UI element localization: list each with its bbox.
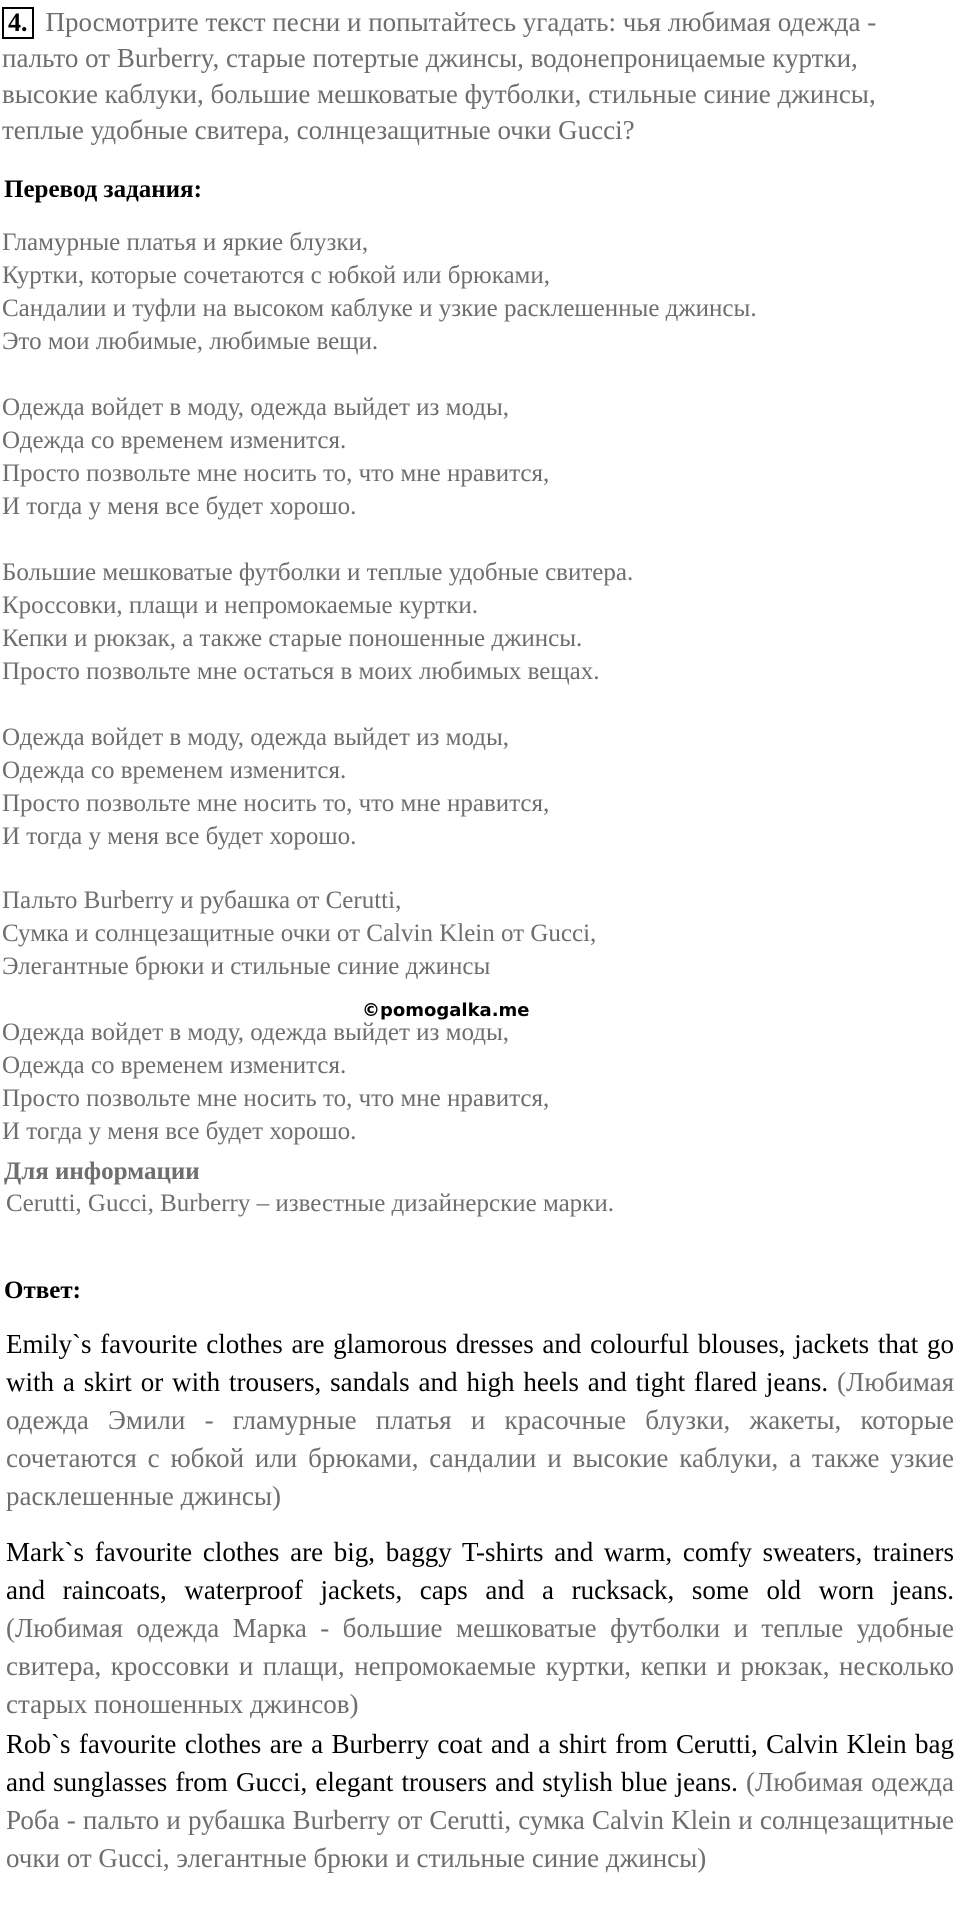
stanza-line: Кепки и рюкзак, а также старые поношенные джинсы. <box>2 625 583 652</box>
stanza-line: Одежда со временем изменится. <box>2 1052 347 1079</box>
stanza-line: Элегантные брюки и стильные синие джинсы <box>2 953 491 980</box>
answer-english: Mark`s favourite clothes are big, baggy T-shirts and warm, comfy sweaters, trainers and raincoats, waterproof jackets, caps and a rucksack, some old worn jeans. <box>6 1537 954 1605</box>
task-text: Просмотрите текст песни и попытайтесь угадать: чья любимая одежда - пальто от Burberry, старые потертые джинсы, водонепроницаемые куртки, высокие каблуки, большие мешковатые футболки, стильные синие джинсы, теплые удобные свитера, солнцезащитные очки Gucci? <box>2 7 877 145</box>
stanza-1 <box>2 226 957 358</box>
watermark: ©pomogalka.me <box>362 1000 530 1021</box>
stanza-line: Сандалии и туфли на высоком каблуке и узкие расклешенные джинсы. <box>2 295 757 322</box>
answer-russian: (Любимая одежда Эмили - гламурные платья и красочные блузки, жакеты, которые сочетаются с юбкой или брюками, сандалии и высокие каблуки, а также узкие расклешенные джинсы) <box>6 1367 955 1511</box>
stanza-line: Куртки, которые сочетаются с юбкой или брюками, <box>2 262 551 289</box>
stanza-line: Просто позвольте мне носить то, что мне нравится, <box>2 1085 550 1112</box>
stanza-line: Пальто Burberry и рубашка от Cerutti, <box>2 887 402 914</box>
stanza-line: Одежда войдет в моду, одежда выйдет из моды, <box>2 1019 510 1046</box>
answer-mark <box>6 1533 954 1723</box>
stanza-line: И тогда у меня все будет хорошо. <box>2 823 357 850</box>
stanza-line: Одежда со временем изменится. <box>2 757 347 784</box>
stanza-line: Одежда войдет в моду, одежда выйдет из моды, <box>2 724 510 751</box>
stanza-line: Одежда со временем изменится. <box>2 427 347 454</box>
stanza-5 <box>2 884 957 983</box>
stanza-2 <box>2 391 957 523</box>
stanza-4 <box>2 721 957 853</box>
stanza-line: Это мои любимые, любимые вещи. <box>2 328 379 355</box>
answer-emily <box>6 1325 954 1515</box>
stanza-6 <box>2 1016 957 1148</box>
stanza-line: Одежда войдет в моду, одежда выйдет из моды, <box>2 394 510 421</box>
answer-rob <box>6 1725 954 1877</box>
stanza-line: И тогда у меня все будет хорошо. <box>2 1118 357 1145</box>
task-paragraph <box>2 4 957 148</box>
answer-english: Emily`s favourite clothes are glamorous dresses and colourful blouses, jackets that go with a skirt or with trousers, sandals and high heels and tight flared jeans. <box>6 1329 954 1397</box>
stanza-line: Кроссовки, плащи и непромокаемые куртки. <box>2 592 479 619</box>
answer-russian: (Любимая одежда Марка - большие мешковатые футболки и теплые удобные свитера, кроссовки и плащи, непромокаемые куртки, кепки и рюкзак, несколько старых поношенных джинсов) <box>6 1613 954 1719</box>
stanza-line: Просто позвольте мне носить то, что мне нравится, <box>2 790 550 817</box>
info-heading: Для информации <box>4 1158 200 1185</box>
stanza-line: Просто позвольте мне остаться в моих любимых вещах. <box>2 658 600 685</box>
answer-heading: Ответ: <box>4 1277 81 1304</box>
stanza-line: Большие мешковатые футболки и теплые удобные свитера. <box>2 559 634 586</box>
stanza-line: И тогда у меня все будет хорошо. <box>2 493 357 520</box>
stanza-line: Сумка и солнцезащитные очки от Calvin Klein от Gucci, <box>2 920 597 947</box>
translation-heading: Перевод задания: <box>4 176 202 203</box>
stanza-line: Гламурные платья и яркие блузки, <box>2 229 369 256</box>
answer-english: Rob`s favourite clothes are a Burberry coat and a shirt from Cerutti, Calvin Klein bag and sunglasses from Gucci, elegant trousers and stylish blue jeans. <box>6 1729 954 1797</box>
answer-russian: (Любимая одежда Роба - пальто и рубашка Burberry от Cerutti, сумка Calvin Klein и солнцезащитные очки от Gucci, элегантные брюки и стильные синие джинсы) <box>6 1767 954 1873</box>
stanza-line: Просто позвольте мне носить то, что мне нравится, <box>2 460 550 487</box>
task-number: 4. <box>2 7 34 39</box>
stanza-3 <box>2 556 957 688</box>
info-text: Cerutti, Gucci, Burberry – известные дизайнерские марки. <box>6 1190 614 1217</box>
